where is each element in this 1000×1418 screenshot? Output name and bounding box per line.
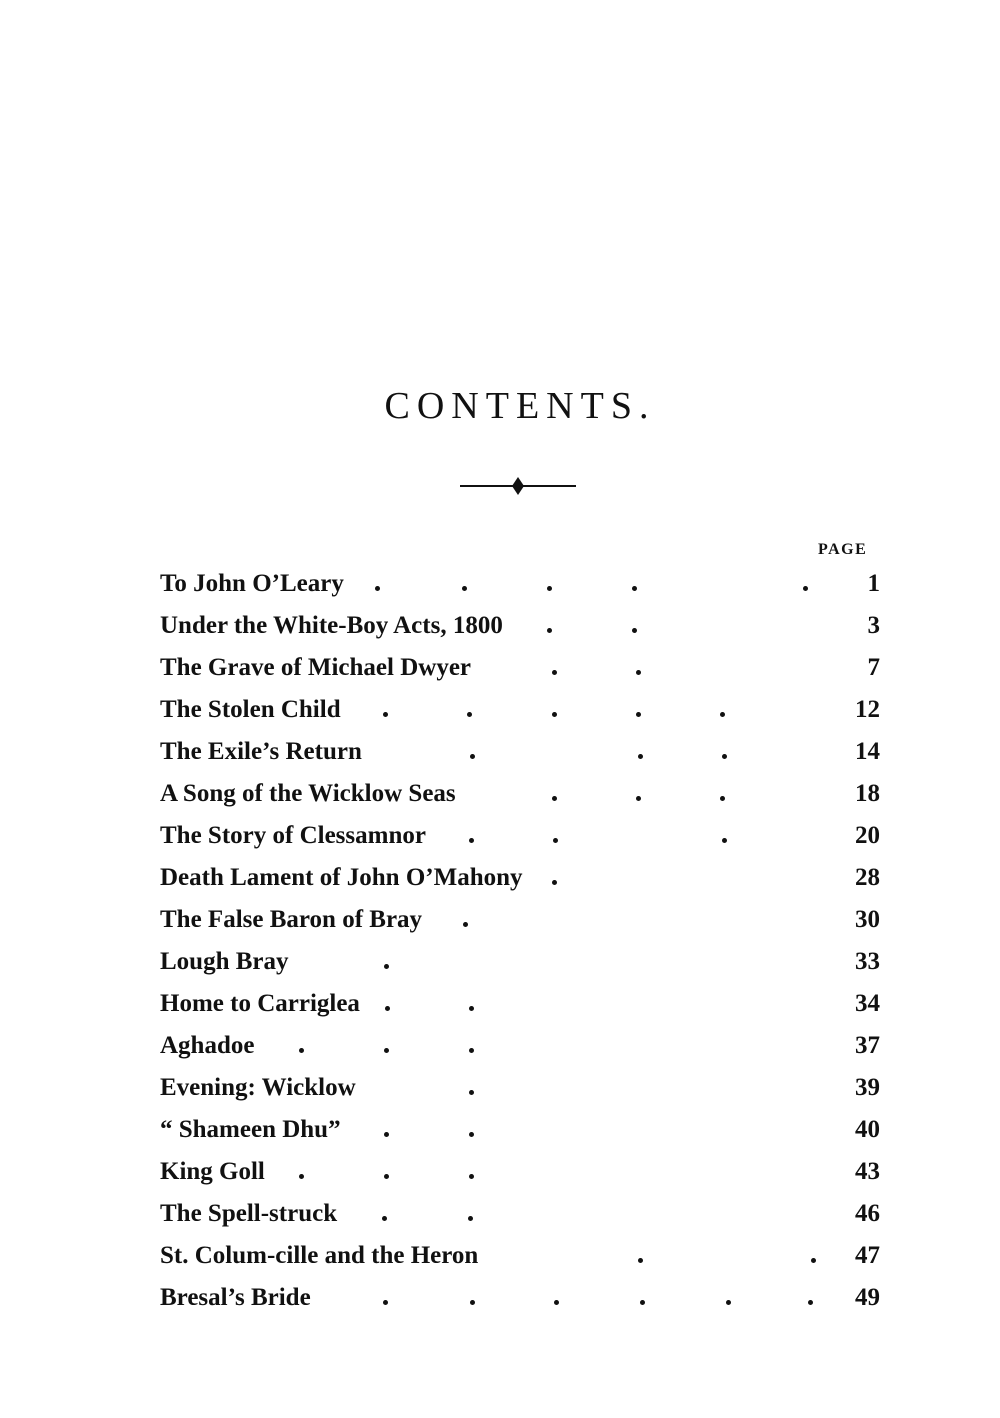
toc-entry-title: Under the White-Boy Acts, 1800	[160, 612, 503, 639]
toc-entry	[0, 946, 1000, 980]
toc-entry	[0, 610, 1000, 644]
toc-entry-page: 47	[855, 1242, 880, 1269]
toc-entry	[0, 904, 1000, 938]
leader-dot	[382, 1216, 387, 1221]
leader-dot	[299, 1048, 304, 1053]
leader-dot	[553, 838, 558, 843]
toc-entry-title: The Story of Clessamnor	[160, 822, 426, 849]
leader-dot	[726, 1300, 731, 1305]
leader-dot	[469, 1006, 474, 1011]
toc-entry-page: 46	[855, 1200, 880, 1227]
toc-entry	[0, 1156, 1000, 1190]
toc-entry-title: The Spell-struck	[160, 1200, 338, 1227]
toc-entry-page: 34	[855, 990, 880, 1017]
toc-entry-page: 37	[855, 1032, 880, 1059]
toc-entry	[0, 1282, 1000, 1316]
leader-dot	[383, 1300, 388, 1305]
leader-dot	[375, 586, 380, 591]
toc-entry-page: 18	[855, 780, 880, 807]
leader-dot	[469, 1048, 474, 1053]
toc-entry	[0, 1072, 1000, 1106]
leader-dot	[636, 712, 641, 717]
leader-dot	[385, 1006, 390, 1011]
leader-dot	[636, 670, 641, 675]
leader-dot	[384, 964, 389, 969]
toc-entry-page: 28	[855, 864, 880, 891]
toc-entry-title: Aghadoe	[160, 1032, 255, 1059]
leader-dot	[299, 1174, 304, 1179]
toc-entry	[0, 1030, 1000, 1064]
leader-dot	[384, 1048, 389, 1053]
leader-dot	[552, 712, 557, 717]
leader-dot	[384, 1174, 389, 1179]
toc-entry-title: The Exile’s Return	[160, 738, 362, 765]
leader-dot	[547, 628, 552, 633]
toc-entry-page: 1	[867, 570, 880, 597]
leader-dot	[554, 1300, 559, 1305]
leader-dot	[469, 1132, 474, 1137]
toc-entry-title: Home to Carriglea	[160, 990, 360, 1017]
leader-dot	[469, 1174, 474, 1179]
toc-entry-page: 40	[855, 1116, 880, 1143]
leader-dot	[467, 712, 472, 717]
toc-entry-page: 39	[855, 1074, 880, 1101]
leader-dot	[722, 754, 727, 759]
page-title: CONTENTS.	[384, 385, 656, 427]
toc-entry-title: A Song of the Wicklow Seas	[160, 780, 456, 807]
leader-dot	[469, 838, 474, 843]
leader-dot	[552, 670, 557, 675]
toc-entry-page: 33	[855, 948, 880, 975]
leader-dot	[636, 796, 641, 801]
leader-dot	[469, 1090, 474, 1095]
leader-dot	[632, 628, 637, 633]
toc-entry-page: 30	[855, 906, 880, 933]
toc-entry-page: 3	[867, 612, 880, 639]
leader-dot	[638, 754, 643, 759]
leader-dot	[468, 1216, 473, 1221]
toc-entry-title: Death Lament of John O’Mahony	[160, 864, 523, 891]
toc-entry-title: Bresal’s Bride	[160, 1284, 311, 1311]
leader-dot	[470, 754, 475, 759]
toc-entry-title: The False Baron of Bray	[160, 906, 423, 933]
toc-entry	[0, 988, 1000, 1022]
toc-entry-page: 43	[855, 1158, 880, 1185]
leader-dot	[552, 796, 557, 801]
toc-entry	[0, 736, 1000, 770]
toc-entry-page: 14	[855, 738, 880, 765]
leader-dot	[383, 712, 388, 717]
toc-entry-title: King Goll	[160, 1158, 265, 1185]
toc-entry	[0, 694, 1000, 728]
leader-dot	[462, 586, 467, 591]
leader-dot	[720, 796, 725, 801]
toc-entry-title: St. Colum-cille and the Heron	[160, 1242, 479, 1269]
toc-entry-title: Lough Bray	[160, 948, 289, 975]
leader-dot	[547, 586, 552, 591]
leader-dot	[470, 1300, 475, 1305]
toc-entry	[0, 568, 1000, 602]
toc-entry-page: 7	[867, 654, 880, 681]
leader-dot	[463, 922, 468, 927]
toc-entry-page: 20	[855, 822, 880, 849]
toc-entry	[0, 1198, 1000, 1232]
toc-entry-title: “ Shameen Dhu”	[160, 1116, 341, 1143]
toc-entry	[0, 862, 1000, 896]
page-column-label: PAGE	[818, 541, 868, 558]
toc-entry-page: 49	[855, 1284, 880, 1311]
leader-dot	[640, 1300, 645, 1305]
toc-entry-page: 12	[855, 696, 880, 723]
leader-dot	[638, 1258, 643, 1263]
toc-entry	[0, 1114, 1000, 1148]
toc-entry-title: The Grave of Michael Dwyer	[160, 654, 472, 681]
leader-dot	[720, 712, 725, 717]
toc-entry	[0, 1240, 1000, 1274]
leader-dot	[722, 838, 727, 843]
toc-entry	[0, 652, 1000, 686]
leader-dot	[552, 880, 557, 885]
toc-entry	[0, 820, 1000, 854]
toc-entry-title: The Stolen Child	[160, 696, 341, 723]
toc-entry	[0, 778, 1000, 812]
toc-entry-title: To John O’Leary	[160, 570, 344, 597]
toc-entry-title: Evening: Wicklow	[160, 1074, 356, 1101]
leader-dot	[384, 1132, 389, 1137]
leader-dot	[803, 586, 808, 591]
leader-dot	[632, 586, 637, 591]
